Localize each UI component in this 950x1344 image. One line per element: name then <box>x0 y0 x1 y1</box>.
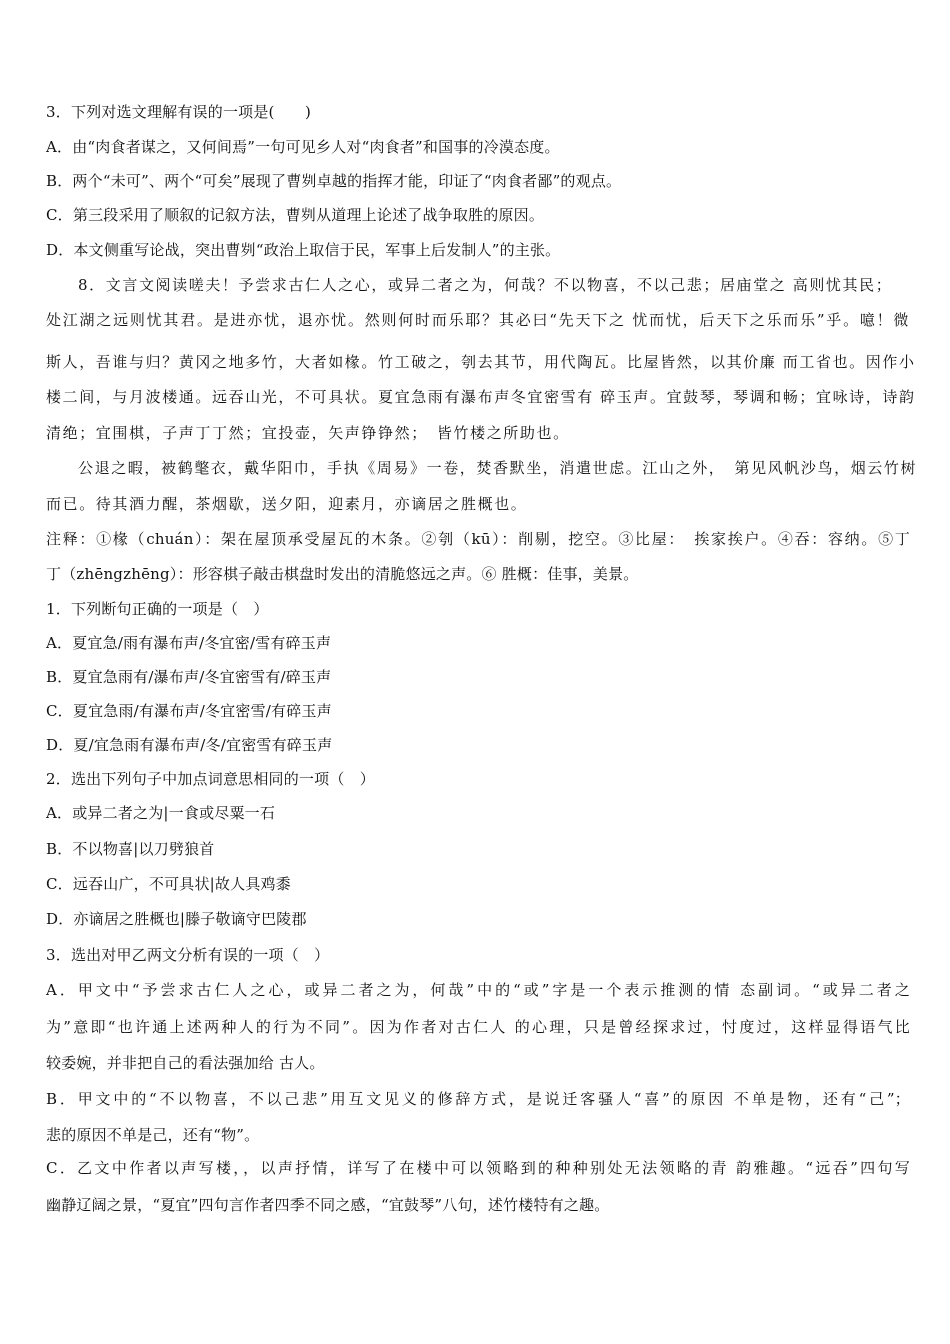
notes-line: 丁（zhēngzhēng）：形容棋子敲击棋盘时发出的清脆悠远之声。⑥ 胜概：佳事，美景。 <box>46 565 639 583</box>
option-b: B．不以物喜|以刀劈狼首 <box>46 840 215 858</box>
option-a-line: 较委婉，并非把自己的看法强加给 古人。 <box>46 1054 325 1072</box>
option-b-line: 悲的原因不单是己，还有“物”。 <box>46 1126 260 1144</box>
option-d: D．夏/宜急雨有瀑布声/冬/宜密雪有碎玉声 <box>46 736 333 754</box>
notes-line: 注释：①椽（chuán）：架在屋顶承受屋瓦的木条。②刳（kū）：削剔，挖空。③比屋： 挨家挨户。④吞：容纳。⑤丁 <box>46 530 910 548</box>
question-stem: 3．下列对选文理解有误的一项是( ) <box>46 103 312 121</box>
option-a-line: 为”意即“也许通上述两种人的行为不同”。因为作者对古仁人 的心理，只是曾经探求过，忖度过，这样显得语气比 <box>46 1018 910 1036</box>
option-d: D．本文侧重写论战，突出曹刿“政治上取信于民，军事上后发制人”的主张。 <box>46 241 561 259</box>
passage-line: 公退之暇，被鹤氅衣，戴华阳巾，手执《周易》一卷，焚香默坐，消遣世虑。江山之外， 第见风帆沙鸟，烟云竹树 <box>78 459 918 477</box>
passage-line: 处江湖之远则忧其君。是进亦忧，退亦忧。然则何时而乐耶？其必曰“先天下之 忧而忧，后天下之乐而乐”乎。噫！微 <box>46 311 910 329</box>
option-c-line: C．乙文中作者以声写楼，，以声抒情，详写了在楼中可以领略到的种种别处无法领略的青 韵雅趣。“远吞”四句写 <box>46 1159 910 1177</box>
option-c: C．夏宜急雨/有瀑布声/冬宜密雪/有碎玉声 <box>46 702 332 720</box>
option-a: A．夏宜急/雨有瀑布声/冬宜密/雪有碎玉声 <box>46 634 332 652</box>
option-a: A．或异二者之为|一食或尽粟一石 <box>46 804 276 822</box>
option-d: D．亦谪居之胜概也|滕子敬谪守巴陵郡 <box>46 910 307 928</box>
question-stem: 2．选出下列句子中加点词意思相同的一项（ ） <box>46 770 375 788</box>
option-b-line: B．甲文中的“不以物喜，不以己悲”用互文见义的修辞方式，是说迁客骚人“喜”的原因 不单是物，还有“己”； <box>46 1090 910 1108</box>
option-a-line: A．甲文中“予尝求古仁人之心，或异二者之为，何哉”中的“或”字是一个表示推测的情 态副词。“或异二者之 <box>46 981 910 999</box>
passage-line: 斯人，吾谁与归？黄冈之地多竹，大者如椽。竹工破之，刳去其节，用代陶瓦。比屋皆然，以其价廉 而工省也。因作小 <box>46 353 916 371</box>
question-stem: 3．选出对甲乙两文分析有误的一项（ ） <box>46 946 330 964</box>
option-a: A．由“肉食者谋之，又何间焉”一句可见乡人对“肉食者”和国事的冷漠态度。 <box>46 138 560 156</box>
option-b: B．两个“未可”、两个“可矣”展现了曹刿卓越的指挥才能，印证了“肉食者鄙”的观点。 <box>46 172 622 190</box>
option-b: B．夏宜急雨有/瀑布声/冬宜密雪有/碎玉声 <box>46 668 332 686</box>
passage-line: 楼二间，与月波楼通。远吞山光，不可具状。夏宜急雨有瀑布声冬宜密雪有 碎玉声。宜鼓琴，琴调和畅；宜咏诗，诗韵 <box>46 388 916 406</box>
passage-line: 清绝；宜围棋，子声丁丁然；宜投壶，矢声铮铮然； 皆竹楼之所助也。 <box>46 424 570 442</box>
option-c: C．第三段采用了顺叙的记叙方法，曹刿从道理上论述了战争取胜的原因。 <box>46 206 545 224</box>
option-c: C．远吞山广，不可具状|故人具鸡黍 <box>46 875 291 893</box>
question-stem: 1．下列断句正确的一项是（ ） <box>46 600 269 618</box>
passage-line: 8．文言文阅读嗟夫！予尝求古仁人之心，或异二者之为，何哉？不以物喜，不以己悲；居庙堂之 高则忧其民； <box>78 276 893 294</box>
passage-line: 而已。待其酒力醒，茶烟歇，送夕阳，迎素月，亦谪居之胜概也。 <box>46 495 528 513</box>
option-c-line: 幽静辽阔之景，“夏宜”四句言作者四季不同之感，“宜鼓琴”八句，述竹楼特有之趣。 <box>46 1196 610 1214</box>
